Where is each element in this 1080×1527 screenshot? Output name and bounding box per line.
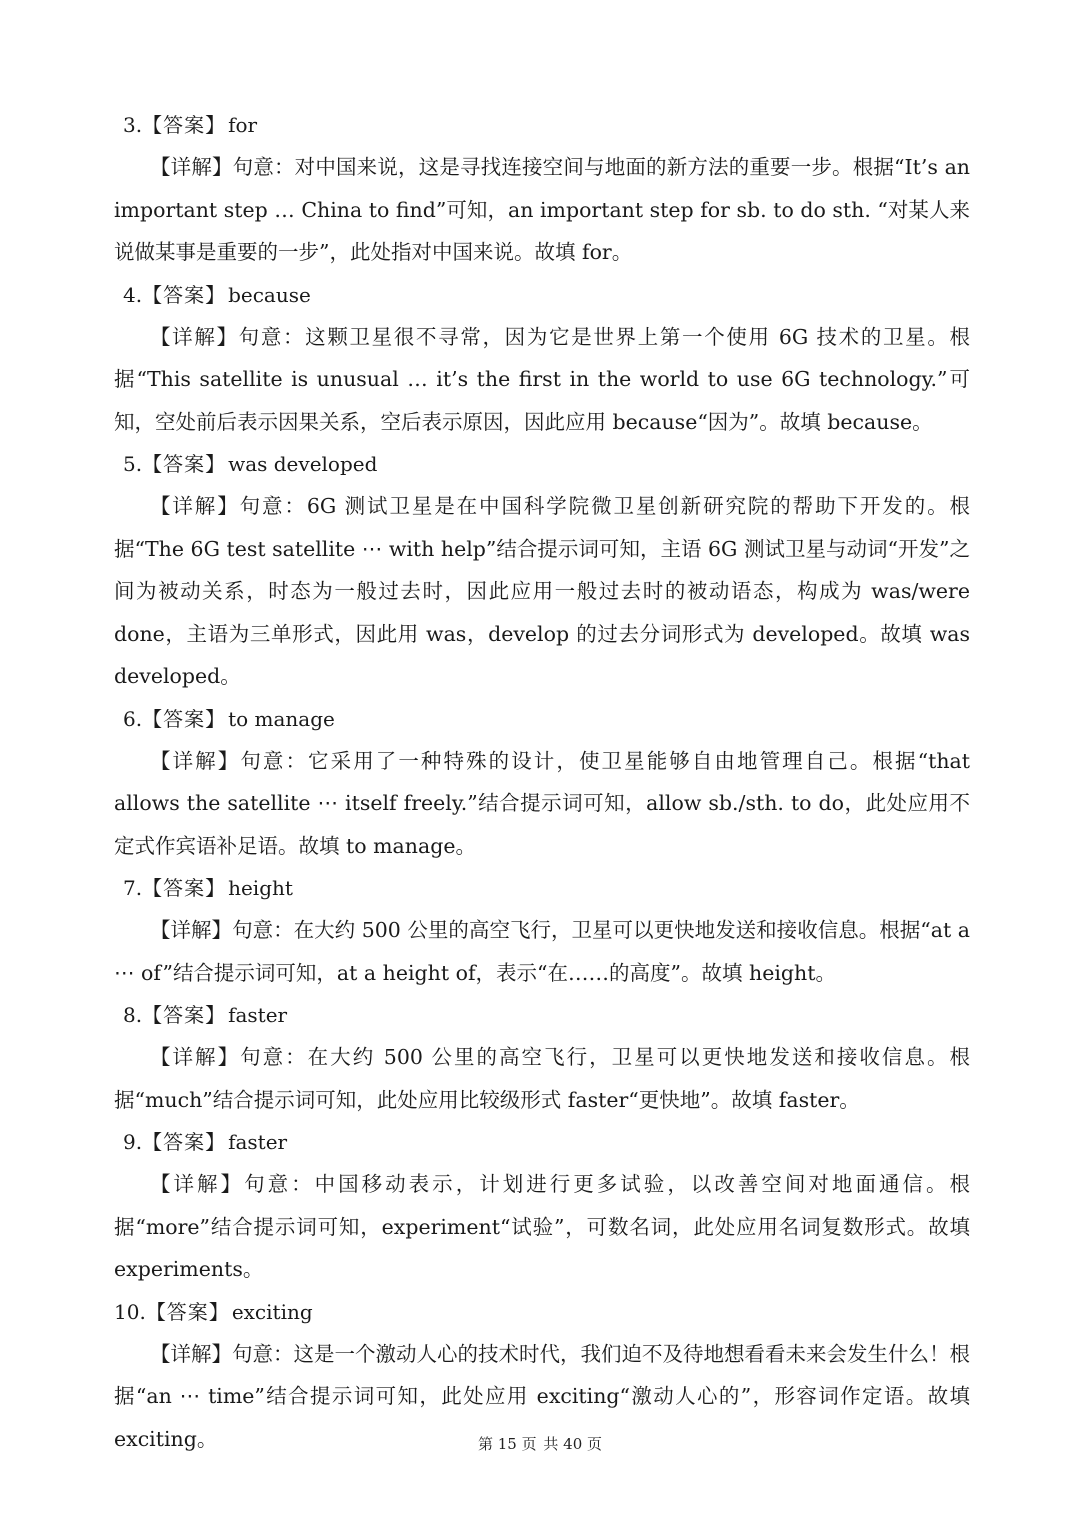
question-number: 10. (114, 1299, 146, 1324)
answer-tag: 【答案】 (142, 282, 227, 307)
question-number: 4. (123, 282, 143, 307)
explanation (114, 316, 970, 444)
page-number: 第 15 页 (477, 1435, 537, 1453)
explanation-tag: 【详解】 (150, 324, 239, 349)
answer-tag: 【答案】 (142, 113, 227, 137)
answer-line (114, 994, 970, 1036)
explanation-text: 句意：6G 测试卫星是在中国科学院微卫星创新研究院的帮助下开发的。根据“The 6G test satellite ⋯ with help”结合提示词可知，主语 6G 测试卫星与动词“开发”之间为被动关系，时态为一般过去时，因此应用一般过去时的被动语态，构成为 was/were done，主语为三单形式，因此用 was，develop 的过去分词形式为 developed。故填 was developed。 (114, 494, 970, 688)
page-total: 共 40 页 (543, 1435, 603, 1453)
answer-list (114, 104, 970, 1460)
explanation-text: 句意：对中国来说，这是寻找连接空间与地面的新方法的重要一步。根据“It’s an important step … China to find”可知，an important step for sb. to do sth. “对某人来说做某事是重要的一步”，此处指对中国来说。故填 for。 (114, 155, 970, 264)
explanation (114, 909, 970, 994)
explanation-tag: 【详解】 (150, 1341, 232, 1366)
answer-item-3 (114, 104, 970, 274)
explanation-tag: 【详解】 (150, 1172, 245, 1196)
explanation (114, 485, 970, 698)
question-number: 8. (123, 1003, 143, 1027)
explanation-tag: 【详解】 (150, 494, 240, 518)
answer-value: height (228, 876, 293, 900)
explanation-tag: 【详解】 (150, 918, 233, 942)
question-number: 9. (123, 1130, 143, 1154)
answer-value: because (228, 282, 311, 307)
answer-line (114, 274, 970, 316)
explanation-tag: 【详解】 (150, 155, 233, 179)
answer-item-5 (114, 443, 970, 698)
question-number: 5. (123, 452, 143, 476)
answer-value: exciting (231, 1299, 313, 1324)
answer-item-7 (114, 867, 970, 994)
answer-item-9 (114, 1121, 970, 1291)
explanation (114, 740, 970, 868)
answer-item-4 (114, 274, 970, 444)
answer-value: to manage (228, 706, 335, 731)
answer-line (114, 698, 970, 740)
answer-line (114, 1121, 970, 1163)
answer-value: faster (228, 1003, 288, 1027)
answer-line (114, 1291, 970, 1333)
answer-value: for (228, 113, 258, 137)
explanation-text: 句意：在大约 500 公里的高空飞行，卫星可以更快地发送和接收信息。根据“at a ⋯ of”结合提示词可知，at a height of，表示“在……的高度”。故填 height。 (114, 918, 971, 985)
explanation (114, 146, 970, 274)
answer-line (114, 104, 970, 146)
answer-tag: 【答案】 (142, 1003, 227, 1027)
explanation-text: 句意：它采用了一种特殊的设计，使卫星能够自由地管理自己。根据“that allows the satellite ⋯ itself freely.”结合提示词可知，allow sb./sth. to do，此处应用不定式作宾语补足语。故填 to manage。 (114, 748, 970, 858)
answer-value: faster (228, 1130, 288, 1154)
answer-tag: 【答案】 (145, 1299, 230, 1324)
question-number: 3. (123, 113, 143, 137)
answer-line (114, 443, 970, 485)
explanation-text: 句意：这颗卫星很不寻常，因为它是世界上第一个使用 6G 技术的卫星。根据“This satellite is unusual … it’s the first in the world to use 6G technology.”可知，空处前后表示因果关系，空后表示原因，因此应用 because“因为”。故填 because。 (114, 324, 970, 434)
answer-value: was developed (228, 452, 378, 476)
answer-line (114, 867, 970, 909)
explanation (114, 1163, 970, 1291)
answer-tag: 【答案】 (142, 1130, 227, 1154)
explanation-text: 句意：在大约 500 公里的高空飞行，卫星可以更快地发送和接收信息。根据“much”结合提示词可知，此处应用比较级形式 faster“更快地”。故填 faster。 (114, 1045, 971, 1112)
question-number: 7. (123, 876, 143, 900)
question-number: 6. (123, 706, 143, 731)
answer-item-8 (114, 994, 970, 1121)
answer-tag: 【答案】 (142, 452, 227, 476)
answer-tag: 【答案】 (142, 706, 227, 731)
page-footer (0, 1434, 1080, 1454)
explanation-text: 句意：中国移动表示，计划进行更多试验，以改善空间对地面通信。根据“more”结合提示词可知，experiment“试验”，可数名词，此处应用名词复数形式。故填 experiments。 (114, 1172, 971, 1281)
answer-item-6 (114, 698, 970, 868)
explanation-text: 句意：这是一个激动人心的技术时代，我们迫不及待地想看看未来会发生什么！根据“an ⋯ time”结合提示词可知，此处应用 exciting“激动人心的”，形容词作定语。故填 exciting。 (114, 1341, 970, 1451)
explanation (114, 1036, 970, 1121)
answer-tag: 【答案】 (142, 876, 227, 900)
explanation-tag: 【详解】 (150, 1045, 241, 1069)
explanation-tag: 【详解】 (150, 748, 241, 773)
